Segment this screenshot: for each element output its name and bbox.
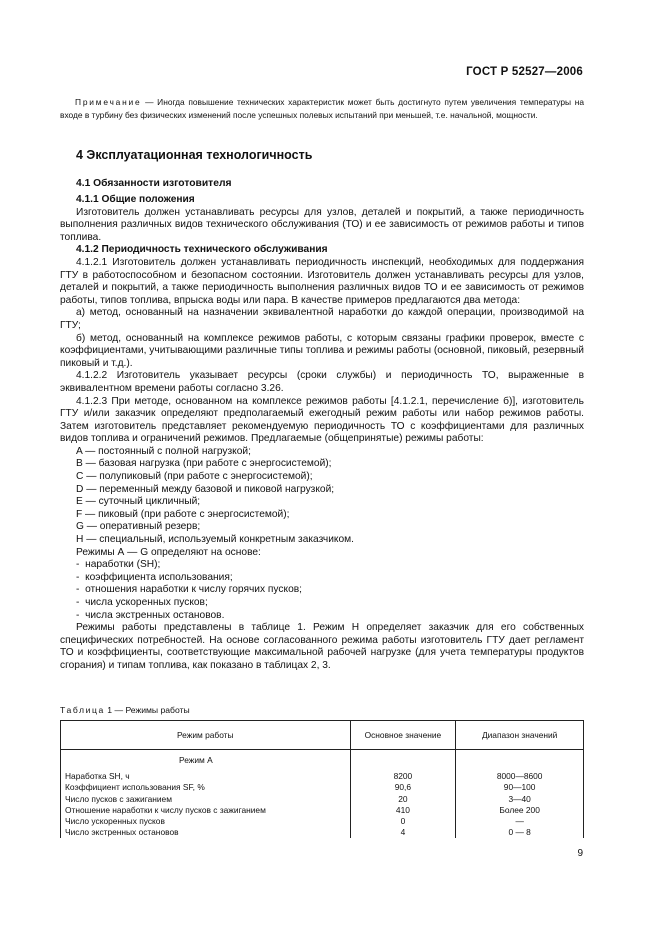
table-row (61, 782, 584, 793)
table-row (61, 827, 584, 838)
row-name: Число ускоренных пусков (61, 816, 351, 827)
mode-item: C — полупиковый (при работе с энергосистемой); (76, 471, 313, 483)
mode-item: E — суточный цикличный; (76, 496, 201, 508)
mode-item: G — оперативный резерв; (76, 521, 201, 533)
row-main: 20 (350, 794, 456, 805)
paragraph-4-1-2-1: 4.1.2.1 Изготовитель должен устанавливать периодичность инспекций, необходимых для поддержания ГТУ в работоспособном и безопасном состоянии. Изготовитель должен устанавливать ресурсы для узлов, деталей и покрытий, а также периодичность выполнения различных видов ТО и ее зависимость от режимов работы, типов топлива, впрыска воды или пара. В качестве примеров предлагаются два метода: (60, 256, 584, 306)
table-row (61, 805, 584, 816)
item-a: а) метод, основанный на назначении эквивалентной наработки до каждой операции, производимой на ГТУ; (60, 307, 584, 331)
heading-4-1-2: 4.1.2 Периодичность технического обслуживания (76, 244, 328, 256)
row-main: 4 (350, 827, 456, 838)
paragraph-4-1-2-2: 4.1.2.2 Изготовитель указывает ресурсы (сроки службы) и периодичность ТО, выраженные в эквивалентном времени работы согласно 3.26. (60, 370, 584, 394)
header-mode: Режим работы (61, 721, 351, 750)
mode-label: Режим А (61, 750, 351, 772)
header-range: Диапазон значений (456, 721, 584, 750)
row-range: Более 200 (456, 805, 584, 816)
table-row (61, 816, 584, 827)
basis-list (60, 559, 584, 622)
basis-item: - числа экстренных остановов. (60, 610, 584, 623)
page-number: 9 (577, 848, 583, 859)
mode-item: F — пиковый (при работе с энергосистемой); (76, 508, 290, 520)
table-caption-text: 1 — Режимы работы (104, 705, 190, 715)
mode-item: A — постоянный с полной нагрузкой; (76, 445, 251, 457)
heading-4-1-1: 4.1.1 Общие положения (76, 194, 195, 205)
mode-item: B — базовая нагрузка (при работе с энергосистемой); (76, 458, 332, 470)
row-main: 410 (350, 805, 456, 816)
mode-item: H — специальный, используемый конкретным заказчиком. (76, 534, 355, 546)
section-heading: 4 Эксплуатационная технологичность (76, 148, 313, 162)
subsection-heading: 4.1 Обязанности изготовителя (76, 178, 232, 189)
row-range: — (456, 816, 584, 827)
row-name: Число пусков с зажиганием (61, 794, 351, 805)
basis-item: - коэффициента использования; (60, 572, 584, 585)
row-range: 8000—8600 (456, 771, 584, 782)
mode-item: D — переменный между базовой и пиковой нагрузкой; (76, 483, 335, 495)
table-caption (60, 705, 190, 715)
row-main: 8200 (350, 771, 456, 782)
basis-item: - отношения наработки к числу горячих пусков; (60, 584, 584, 597)
body-text (60, 194, 584, 673)
row-name: Число экстренных остановов (61, 827, 351, 838)
table-row (61, 771, 584, 782)
row-range: 90—100 (456, 782, 584, 793)
basis-item: - числа ускоренных пусков; (60, 597, 584, 610)
modes-list (60, 446, 584, 547)
standard-designation: ГОСТ Р 52527—2006 (466, 66, 583, 78)
table-caption-label: Таблица (60, 705, 105, 715)
row-range: 3—40 (456, 794, 584, 805)
paragraph-final: Режимы работы представлены в таблице 1. Режим Н определяет заказчик для его собственных специфических потребностей. На основе согласованного режима работы изготовитель ГТУ дает регламент ТО и коэффициенты, соответствующие максимальной рабочей нагрузке (для учета температуры продуктов сгорания) и типам топлива, как показано в таблицах 2, 3. (60, 622, 584, 671)
table-row (61, 794, 584, 805)
note-block (60, 96, 584, 121)
row-name: Коэффициент использования SF, % (61, 782, 351, 793)
paragraph-4-1-2-3: 4.1.2.3 При методе, основанном на комплексе режимов работы [4.1.2.1, перечисление б)], изготовитель ГТУ и/или заказчик определяют предполагаемый ежегодный режим работы или набор режимов работы. Затем изготовитель представляет рекомендуемую периодичность ТО с коэффициентами для различных видов топлива и ограничений режимов. Предлагаемые (общепринятые) режимы работы: (60, 395, 584, 445)
row-range: 0 — 8 (456, 827, 584, 838)
row-main: 90,6 (350, 782, 456, 793)
row-main: 0 (350, 816, 456, 827)
note-text: — Иногда повышение технических характеристик может быть достигнуто путем увеличения температуры на входе в турбину без физических изменений после успешных полевых испытаний при меньшей, т.е. начальной, мощности. (60, 97, 584, 120)
note-label: Примечание (75, 97, 142, 107)
row-name: Наработка SH, ч (61, 771, 351, 782)
row-name: Отношение наработки к числу пусков с зажиганием (61, 805, 351, 816)
modes-basis-intro: Режимы А — G определяют на основе: (76, 546, 261, 558)
modes-table (60, 720, 584, 838)
item-b: б) метод, основанный на комплексе режимов работы, с которым связаны графики проверок, вместе с коэффициентами, учитывающими различные типы топлива и режимы работы (основной, пиковый, резервный пиковый и т.д.). (60, 332, 584, 369)
basis-item: - наработки (SH); (60, 559, 584, 572)
paragraph-4-1-1: Изготовитель должен устанавливать ресурсы для узлов, деталей и покрытий, а также периодичность выполнения различных видов технического обслуживания (ТО) и ее зависимость от режимов работы и типов топлива. (60, 206, 584, 243)
header-main-value: Основное значение (350, 721, 456, 750)
table-mode-row (61, 750, 584, 772)
